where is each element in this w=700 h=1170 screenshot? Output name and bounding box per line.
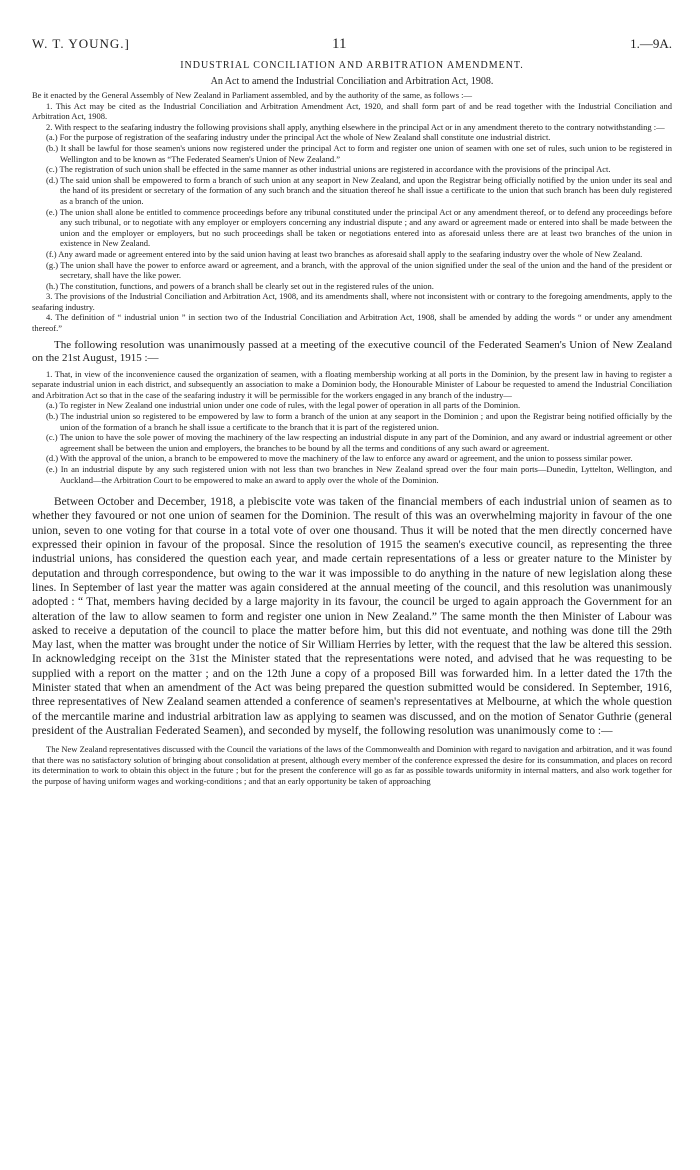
document-page xyxy=(32,22,672,787)
section-3: 3. The provisions of the Industrial Conciliation and Arbitration Act, 1908, and its amendments shall, where not inconsistent with or contrary to the foregoing amendments, apply to the seafaring industry. xyxy=(32,291,672,312)
resolution-item: (b.) The industrial union so registered to be empowered by law to form a branch of the union at any seaport in the Dominion ; and upon the Registrar being notified officially by the union of the formation of a branch he shall issue a certificate to the branch that it is part of the registered union. xyxy=(46,411,672,432)
bill-long-title: An Act to amend the Industrial Conciliation and Arbitration Act, 1908. xyxy=(210,76,494,87)
narrative-paragraph: Between October and December, 1918, a plebiscite vote was taken of the financial members of each industrial union of seamen as to whether they favoured or not one union of seamen for the Dominion. The result of this was an overwhelming majority in favour of the one union, seven to one voting for that course in a total vote of over one thousand. Thus it will be noted that the men directly concerned have expressed their opinion in favour of the proposal. Since the resolution of 1915 the seamen's executive council, as representing the three industrial unions, has considered the question each year, and made certain representations of a less or greater nature to the Minister by deputation and through correspondence, but owing to the war it was impossible to do anything in the nature of new legislation along these lines. In September of last year the matter was again considered at the annual meeting of the council, and this resolution was unanimously adopted : “ That, members having decided by a large majority in its favour, the council be urged to again approach the Government for an alteration of the law to allow seamen to form and register one union in New Zealand.” The same month the then Minister of Labour was asked to receive a deputation of the council to place the matter before him, but this did not eventuate, and nothing was done till the 29th May last, when the matter was brought under the notice of Sir William Herries by letter, with the request that the law be altered this session. In acknowledging receipt on the 31st the Minister stated that the representations were noted, and advised that he was requesting to be supplied with a report on the matter ; and on the 12th June a copy of a proposed Bill was forwarded him. In a letter dated the 17th the Minister stated that when an amendment of the Act was being prepared the question submitted would be considered. In September, 1916, three representatives of New Zealand seamen attended a conference of seamen's representatives at Melbourne, at which the whole question of the mercantile marine and industrial arbitration law as applying to seamen was discussed, and on the motion of Senator Guthrie (general president of the Australian Federated Seamen), and seconded by myself, the following resolution was unanimously come to :— xyxy=(32,496,672,737)
section-2-item: (f.) Any award made or agreement entered into by the said union having at least two branches as aforesaid shall apply to the seafaring industry over the whole of New Zealand. xyxy=(46,248,643,259)
section-2: 2. With respect to the seafaring industry the following provisions shall apply, anything elsewhere in the principal Act or in any amendment thereto to the contrary notwithstanding :— xyxy=(46,121,665,132)
resolution-item: (d.) With the approval of the union, a branch to be empowered to move the machinery of the law to enforce any award or agreement, and the union to possess similar power. xyxy=(46,453,633,464)
section-2-item: (c.) The registration of such union shall be effected in the same manner as other industrial unions are registered in accordance with the provisions of the principal Act. xyxy=(46,164,611,175)
resolution-item: (c.) The union to have the sole power of moving the machinery of the law respecting an industrial dispute in any part of the Dominion, and any award or industrial agreement or other agreement shall be between the union and employers, the branches to be bound by all the terms and conditions of any such award or agreement. xyxy=(46,432,672,453)
author-label: W. T. YOUNG.] xyxy=(32,36,130,51)
page-header xyxy=(32,22,672,52)
section-1: 1. This Act may be cited as the Industrial Conciliation and Arbitration Amendment Act, 1920, and shall form part of and be read together with the Industrial Conciliation and Arbitration Act, 1908. xyxy=(32,100,672,122)
section-2-item: (g.) The union shall have the power to enforce award or agreement, and a branch, with the approval of the union signified under the seal of the union and the hand of the president or secretary, shall have the like power. xyxy=(46,259,672,281)
resolution-item: (e.) In an industrial dispute by any such registered union with not less than two branches in New Zealand spread over the four main ports—Dunedin, Lyttelton, Wellington, and Auckland—the Arbitration Court to be empowered to make an award to apply over the whole of the Dominion. xyxy=(46,464,672,485)
resolution-paragraph: 1. That, in view of the inconvenience caused the organization of seamen, with a floating membership working at all ports in the Dominion, by the present law in having to register a separate industrial union in each district, and subsequently an association to make a Dominion body, the Honourable Minister of Labour be requested to amend the Industrial Conciliation and Arbitration Act so that in the case of the seafaring industry it will be permissible for the workers engaged in any branch of the industry— xyxy=(32,368,672,400)
enacting-clause: Be it enacted by the General Assembly of New Zealand in Parliament assembled, and by the authority of the same, as follows :— xyxy=(32,90,472,100)
resolution-item: (a.) To register in New Zealand one industrial union under one code of rules, with the legal power of operation in all parts of the Dominion. xyxy=(46,400,521,411)
document-reference: 1.—9A. xyxy=(630,36,672,51)
page-number: 11 xyxy=(332,36,347,52)
section-2-item: (a.) For the purpose of registration of the seafaring industry under the principal Act the whole of New Zealand shall constitute one industrial district. xyxy=(46,132,551,143)
section-4: 4. The definition of “ industrial union ” in section two of the Industrial Conciliation and Arbitration Act, 1908, shall be amended by adding the words “ or under any amendment thereof.” xyxy=(32,312,672,334)
section-2-item: (h.) The constitution, functions, and powers of a branch shall be clearly set out in the registered rules of the union. xyxy=(46,280,434,291)
section-2-item: (e.) The union shall alone be entitled to commence proceedings before any tribunal constituted under the principal Act or any amendment thereof, or to defend any proceedings before any such tribunal, or to negotiate with any employer or employers concerning any industrial dispute ; and any award or agreement made or entered into shall be made between the union and the employer or employers, but no such proceedings shall be taken or negotiations entered into as aforesaid unless there are at least two branches of the union in existence in New Zealand. xyxy=(46,206,672,249)
section-2-item: (b.) It shall be lawful for those seamen's unions now registered under the principal Act to form and register one union of seamen with one set of rules, such union to be registered in Wellington and to be known as “The Federated Seamen's Union of New Zealand.” xyxy=(46,142,672,164)
section-2-item: (d.) The said union shall be empowered to form a branch of such union at any seaport in New Zealand, and upon the Registrar being officially notified by the union under its seal and the hand of its president or secretary of the formation of any such branch and the situation thereof he shall issue a certificate to the union that such branch has been duly registered as a branch of the union. xyxy=(46,174,672,206)
bill-title: INDUSTRIAL CONCILIATION AND ARBITRATION AMENDMENT. xyxy=(180,60,524,71)
closing-paragraph: The New Zealand representatives discussed with the Council the variations of the laws of the Commonwealth and Dominion with regard to navigation and arbitration, and it was found that there was no satisfactory solution of bringing about consolidation at present, although every member of the conference expressed the desire for its consummation, and places on record its determination to work to obtain this object in the future ; but for the present the conference will go as far as possible towards uniformity in internal matters, and also work together for the purpose of having uniform wages and working-conditions ; and that an early opportunity be taken of approaching xyxy=(32,744,672,787)
resolution-intro: The following resolution was unanimously passed at a meeting of the executive council of the Federated Seamen's Union of New Zealand on the 21st August, 1915 :— xyxy=(32,338,672,365)
